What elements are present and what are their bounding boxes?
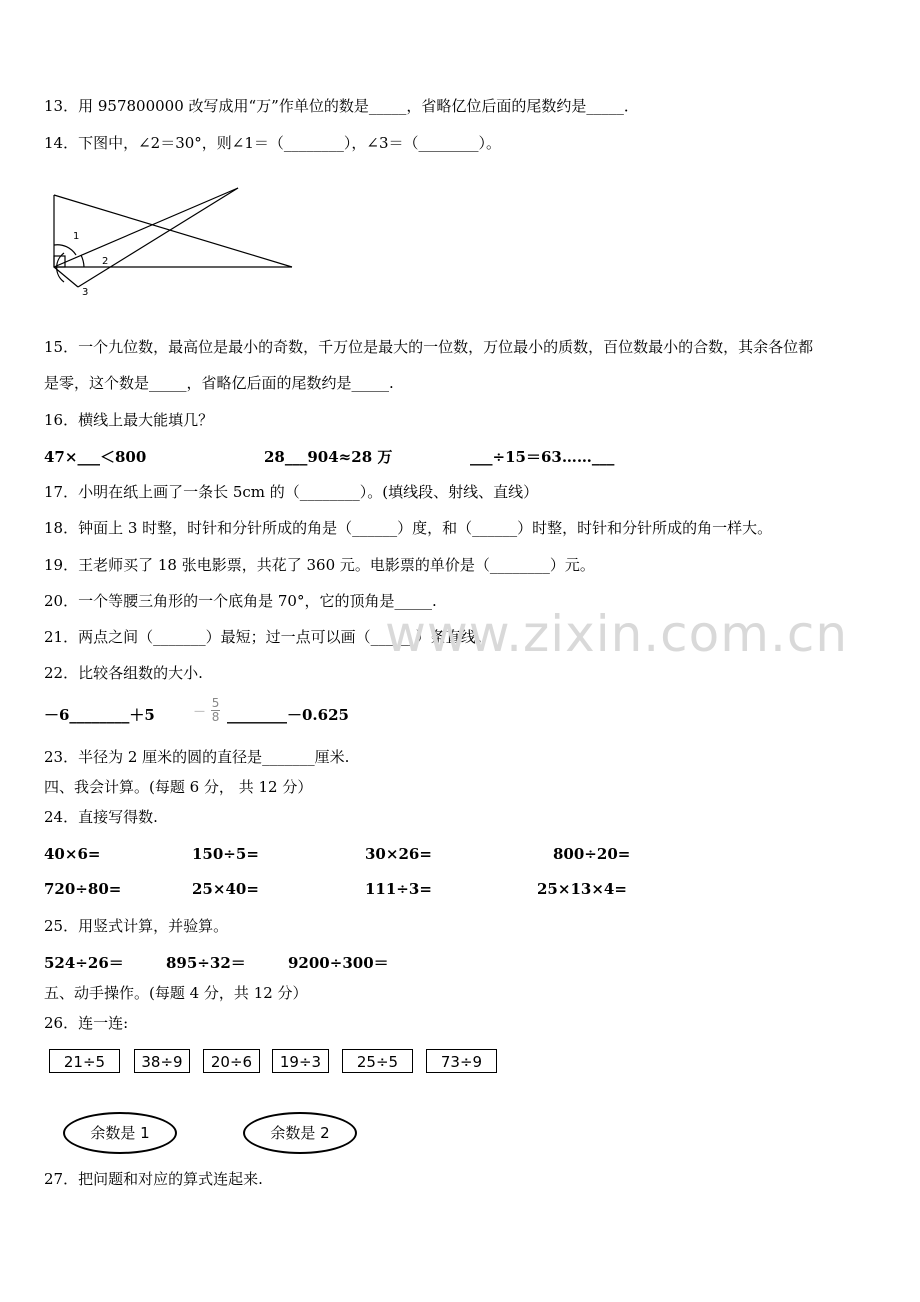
watermark: www.zixin.com.cn	[385, 605, 849, 663]
q24-r2-c1: 720÷80=	[44, 880, 122, 898]
division-box[interactable]: 38÷9	[134, 1049, 190, 1073]
q22-fraction-sign: －	[193, 705, 207, 720]
q25-item-3: 9200÷300＝	[288, 954, 389, 972]
q22-compare-b: ________－0.625	[227, 706, 349, 724]
q24-r1-c4: 800÷20=	[553, 845, 631, 863]
section-5-heading: 五、动手操作。(每题 4 分，共 12 分）	[44, 984, 308, 1002]
question-24: 24．直接写得数.	[44, 808, 158, 826]
angle-2-label: 2	[102, 256, 109, 267]
angle-1-label: 1	[73, 231, 80, 242]
question-14: 14．下图中，∠2＝30°，则∠1＝（________），∠3＝（________）。	[44, 134, 502, 152]
q22-fraction-numerator: 5	[211, 696, 220, 710]
q24-r2-c4: 25×13×4=	[537, 880, 627, 898]
remainder-oval-2[interactable]: 余数是 2	[243, 1112, 357, 1154]
figure-line-lower	[54, 267, 78, 287]
remainder-oval-1[interactable]: 余数是 1	[63, 1112, 177, 1154]
q22-fraction-denominator: 8	[211, 710, 220, 724]
question-21: 21．两点之间（_______）最短；过一点可以画（______）条直线。	[44, 628, 491, 646]
question-25: 25．用竖式计算，并验算。	[44, 917, 229, 935]
division-box[interactable]: 21÷5	[49, 1049, 120, 1073]
angle-1-arc	[54, 245, 76, 255]
division-box[interactable]: 25÷5	[342, 1049, 413, 1073]
q22-fraction	[193, 697, 220, 724]
question-15-line1: 15．一个九位数，最高位是最小的奇数，千万位是最大的一位数，万位最小的质数，百位数最小的合数，其余各位都	[44, 338, 814, 356]
division-box[interactable]: 19÷3	[272, 1049, 329, 1073]
section-4-heading: 四、我会计算。(每题 6 分， 共 12 分）	[44, 778, 313, 796]
q16-item-3: ___÷15＝63……___	[470, 448, 615, 466]
question-26: 26．连一连:	[44, 1014, 129, 1032]
q24-r1-c2: 150÷5=	[192, 845, 259, 863]
angle-figure	[42, 183, 302, 333]
question-20: 20．一个等腰三角形的一个底角是 70°，它的顶角是_____.	[44, 592, 437, 610]
angle-2-arc	[81, 255, 84, 267]
question-17: 17．小明在纸上画了一条长 5cm 的（________）。(填线段、射线、直线）	[44, 483, 539, 501]
q16-item-1: 47×___＜800	[44, 448, 147, 466]
q22-compare-a: －6________＋5	[44, 706, 155, 724]
q24-r1-c1: 40×6=	[44, 845, 101, 863]
question-19: 19．王老师买了 18 张电影票，共花了 360 元。电影票的单价是（________）元。	[44, 556, 595, 574]
q24-r1-c3: 30×26=	[365, 845, 432, 863]
question-13: 13．用 957800000 改写成用“万”作单位的数是_____，省略亿位后面的尾数约是_____．	[44, 97, 639, 115]
q25-item-1: 524÷26＝	[44, 954, 124, 972]
question-22: 22．比较各组数的大小.	[44, 664, 203, 682]
question-23: 23．半径为 2 厘米的圆的直径是_______厘米.	[44, 748, 350, 766]
division-box[interactable]: 73÷9	[426, 1049, 497, 1073]
division-box[interactable]: 20÷6	[203, 1049, 260, 1073]
question-15-line2: 是零，这个数是_____，省略亿后面的尾数约是_____.	[44, 374, 394, 392]
q25-item-2: 895÷32＝	[166, 954, 246, 972]
question-27: 27．把问题和对应的算式连起来.	[44, 1170, 263, 1188]
question-16: 16．横线上最大能填几？	[44, 411, 214, 429]
question-18: 18．钟面上 3 时整，时针和分针所成的角是（______）度，和（______）时整，时针和分针所成的角一样大。	[44, 519, 773, 537]
q16-item-2: 28___904≈28 万	[264, 448, 393, 466]
q24-r2-c3: 111÷3=	[365, 880, 432, 898]
figure-line-cross	[78, 188, 238, 287]
q24-r2-c2: 25×40=	[192, 880, 259, 898]
angle-3-label: 3	[82, 287, 89, 298]
figure-line-top	[54, 195, 292, 267]
